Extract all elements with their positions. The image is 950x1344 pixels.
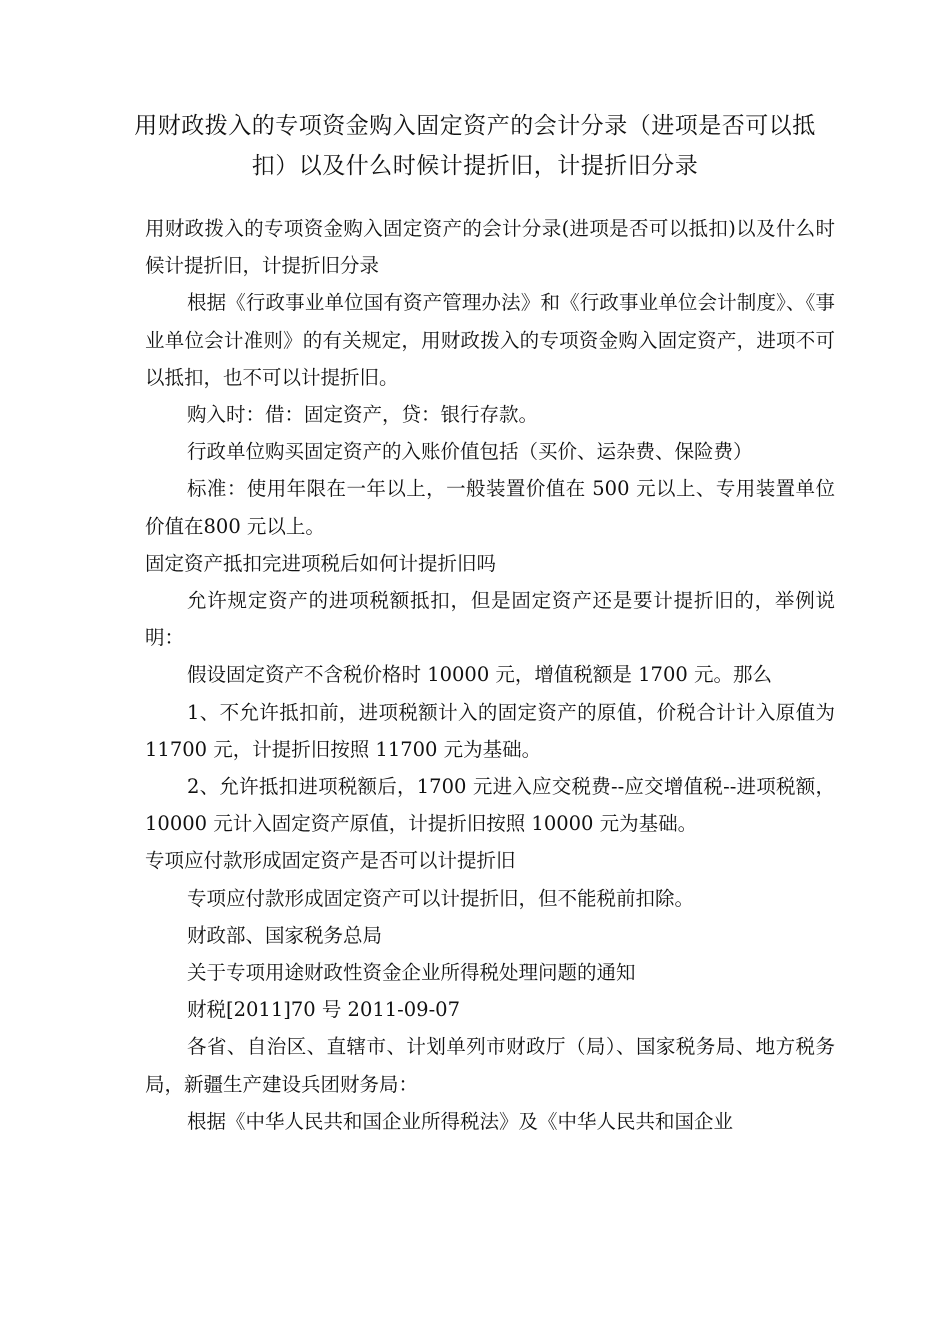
paragraph-standard: 标准：使用年限在一年以上，一般装置价值在 500 元以上、专用装置单位价值在800 元以上。 (145, 477, 835, 538)
paragraph-allowed-deduction: 允许规定资产的进项税额抵扣，但是固定资产还是要计提折旧的，举例说明： (145, 589, 835, 650)
document-title: 用财政拨入的专项资金购入固定资产的会计分录（进项是否可以抵扣）以及什么时候计提折旧，计提折旧分录 (134, 113, 816, 179)
paragraph-issuer: 财政部、国家税务总局 (187, 923, 383, 947)
paragraph-purchase-entry: 购入时：借：固定资产，贷：银行存款。 (187, 403, 539, 427)
paragraph-notice-number: 财税[2011]70 号 2011-09-07 (187, 998, 460, 1022)
paragraph-case-1: 1、不允许抵扣前，进项税额计入的固定资产的原值，价税合计计入原值为 11700 元，计提折旧按照 11700 元为基础。 (145, 700, 835, 761)
section-heading-special-payable: 专项应付款形成固定资产是否可以计提折旧 (145, 849, 516, 873)
paragraph-basis: 根据《中华人民共和国企业所得税法》及《中华人民共和国企业 (187, 1109, 734, 1133)
paragraph-regulation: 根据《行政事业单位国有资产管理办法》和《行政事业单位会计制度》、《事业单位会计准则》的有关规定，用财政拨入的专项资金购入固定资产，进项不可以抵扣，也不可以计提折旧。 (145, 291, 835, 389)
paragraph-entry-value: 行政单位购买固定资产的入账价值包括（买价、运杂费、保险费） (187, 440, 753, 464)
section-heading-depreciation: 固定资产抵扣完进项税后如何计提折旧吗 (145, 551, 497, 575)
paragraph-subtitle: 用财政拨入的专项资金购入固定资产的会计分录(进项是否可以抵扣)以及什么时候计提折旧，计提折旧分录 (145, 217, 835, 278)
paragraph-example: 假设固定资产不含税价格时 10000 元，增值税额是 1700 元。那么 (187, 663, 772, 687)
document-body (145, 210, 835, 1140)
paragraph-notice-title: 关于专项用途财政性资金企业所得税处理问题的通知 (187, 961, 636, 985)
paragraph-special-payable: 专项应付款形成固定资产可以计提折旧，但不能税前扣除。 (187, 886, 695, 910)
paragraph-recipients: 各省、自治区、直辖市、计划单列市财政厅（局）、国家税务局、地方税务局，新疆生产建设兵团财务局： (145, 1035, 835, 1096)
paragraph-case-2: 2、允许抵扣进项税额后，1700 元进入应交税费--应交增值税--进项税额，10000 元计入固定资产原值，计提折旧按照 10000 元为基础。 (145, 775, 835, 836)
